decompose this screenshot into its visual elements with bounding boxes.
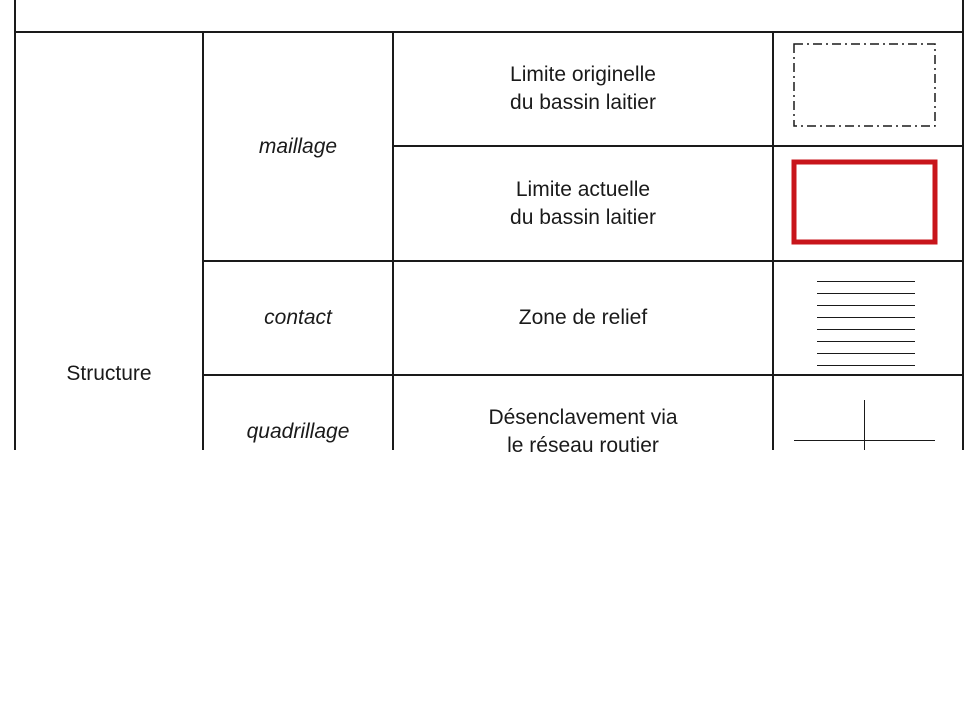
category-label: Structure <box>66 361 152 385</box>
hatch-lines-symbol <box>774 262 962 374</box>
entry-label-original-boundary: Limite originelle du bassin laitier <box>510 63 656 114</box>
table-border-right <box>962 0 964 450</box>
entry-label-relief-zone: Zone de relief <box>518 306 648 329</box>
entry-label-road-access: Désenclavement via le réseau routier <box>488 406 678 457</box>
type-label-maillage: maillage <box>258 134 338 158</box>
road-cross-lines-symbol <box>774 376 962 450</box>
type-label-quadrillage: quadrillage <box>246 420 350 443</box>
solid-red-rectangle-symbol <box>774 147 962 260</box>
type-label-contact: contact <box>264 306 332 329</box>
entry-label-current-boundary: Limite actuelle du bassin laitier <box>510 177 656 229</box>
dash-dot-rectangle-symbol <box>774 33 962 145</box>
